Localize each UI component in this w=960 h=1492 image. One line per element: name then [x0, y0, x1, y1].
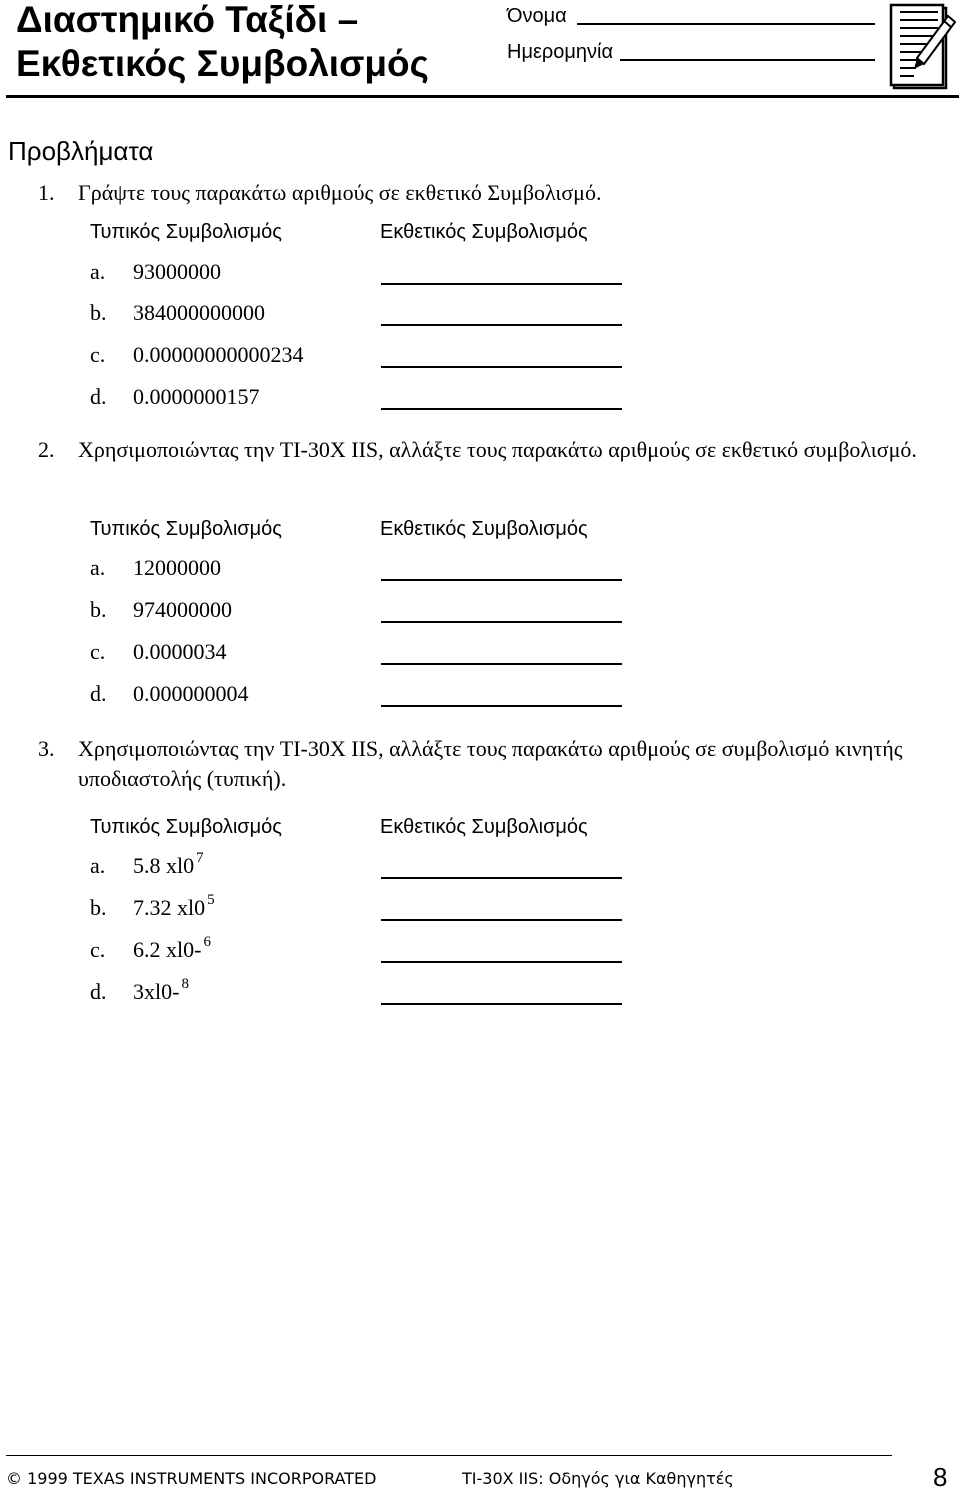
footer-rule: [6, 1455, 892, 1456]
item-letter: d.: [90, 681, 107, 706]
guide-title: TI-30X IIS: Οδηγός για Καθηγητές: [462, 1469, 734, 1488]
standard-notation-header: Τυπικός Συμβολισμός: [90, 816, 282, 838]
value-base: 6.2 xl0-: [133, 937, 202, 962]
item-value: [133, 849, 204, 880]
answer-line[interactable]: [381, 919, 622, 921]
problem-text: Γράψτε τους παρακάτω αριθμούς σε εκθετικό Συμβολισμό.: [78, 180, 602, 205]
problem-number: 1.: [38, 180, 55, 205]
copyright-text: © 1999 TEXAS INSTRUMENTS INCORPORATED: [6, 1469, 377, 1488]
item-letter: a.: [90, 259, 106, 284]
answer-line[interactable]: [381, 366, 622, 368]
item-value: 0.0000000157: [133, 384, 260, 409]
answer-line[interactable]: [381, 408, 622, 410]
item-letter: b.: [90, 895, 107, 920]
value-base: 3xl0-: [133, 979, 180, 1004]
problem-text: Χρησιμοποιώντας την TI-30X IIS, αλλάξτε τους παρακάτω αριθμούς σε συμβολισμό κινητής υποδιαστολής (τυπική).: [78, 736, 903, 791]
standard-notation-header: Τυπικός Συμβολισμός: [90, 518, 282, 540]
exercise-row: [0, 341, 960, 381]
item-letter: b.: [90, 597, 107, 622]
item-value: 0.00000000000234: [133, 342, 304, 367]
exponential-notation-header: Εκθετικός Συμβολισμός: [380, 816, 588, 838]
exercise-row: [0, 680, 960, 720]
value-exponent: 6: [203, 933, 211, 950]
problem-number: 3.: [38, 736, 55, 761]
item-letter: c.: [90, 639, 106, 664]
standard-notation-header: Τυπικός Συμβολισμός: [90, 221, 282, 243]
value-exponent: 7: [196, 849, 204, 866]
problem-3: [0, 734, 960, 1024]
page-title-line-2: Εκθετικός Συμβολισμός: [16, 43, 429, 84]
value-base: 5.8 xl0: [133, 853, 195, 878]
item-value: 12000000: [133, 555, 221, 580]
page-title-line-1: Διαστημικό Ταξίδι –: [16, 0, 359, 40]
answer-line[interactable]: [381, 283, 622, 285]
exercise-row: [0, 638, 960, 678]
item-letter: c.: [90, 937, 106, 962]
answer-line[interactable]: [381, 961, 622, 963]
exercise-row: [0, 849, 960, 892]
item-value: 0.0000034: [133, 639, 227, 664]
name-label: Όνομα: [507, 5, 567, 27]
item-value: [133, 933, 211, 964]
notebook-pencil-icon: [888, 2, 956, 92]
date-label: Ημερομηνία: [507, 41, 614, 63]
page-number: 8: [933, 1462, 948, 1492]
answer-line[interactable]: [381, 324, 622, 326]
item-letter: a.: [90, 555, 106, 580]
header-rule: [6, 95, 959, 98]
answer-line[interactable]: [381, 1003, 622, 1005]
exercise-row: [0, 933, 960, 976]
item-value: [133, 975, 189, 1006]
problem-2: [0, 435, 960, 725]
exercise-row: [0, 975, 960, 1018]
exercise-row: [0, 383, 960, 423]
answer-line[interactable]: [381, 705, 622, 707]
item-letter: d.: [90, 979, 107, 1004]
problem-1: [0, 178, 960, 418]
date-field-line[interactable]: [620, 59, 875, 61]
value-exponent: 8: [181, 975, 189, 992]
answer-line[interactable]: [381, 621, 622, 623]
item-value: 0.000000004: [133, 681, 249, 706]
exercise-row: [0, 891, 960, 934]
value-exponent: 5: [207, 891, 215, 908]
item-letter: d.: [90, 384, 107, 409]
value-base: 7.32 xl0: [133, 895, 206, 920]
item-letter: b.: [90, 300, 107, 325]
problem-number: 2.: [38, 437, 55, 462]
exercise-row: [0, 554, 960, 594]
section-title: Προβλήματα: [8, 136, 154, 166]
exponential-notation-header: Εκθετικός Συμβολισμός: [380, 221, 588, 243]
item-letter: c.: [90, 342, 106, 367]
item-value: 384000000000: [133, 300, 265, 325]
problem-text: Χρησιμοποιώντας την TI-30X IIS, αλλάξτε τους παρακάτω αριθμούς σε εκθετικό συμβολισμό.: [78, 437, 917, 462]
exercise-row: [0, 258, 960, 298]
exercise-row: [0, 596, 960, 636]
name-field-line[interactable]: [577, 23, 875, 25]
answer-line[interactable]: [381, 579, 622, 581]
exponential-notation-header: Εκθετικός Συμβολισμός: [380, 518, 588, 540]
answer-line[interactable]: [381, 663, 622, 665]
item-value: 93000000: [133, 259, 221, 284]
exercise-row: [0, 299, 960, 339]
answer-line[interactable]: [381, 877, 622, 879]
item-value: [133, 891, 215, 922]
item-value: 974000000: [133, 597, 232, 622]
item-letter: a.: [90, 853, 106, 878]
